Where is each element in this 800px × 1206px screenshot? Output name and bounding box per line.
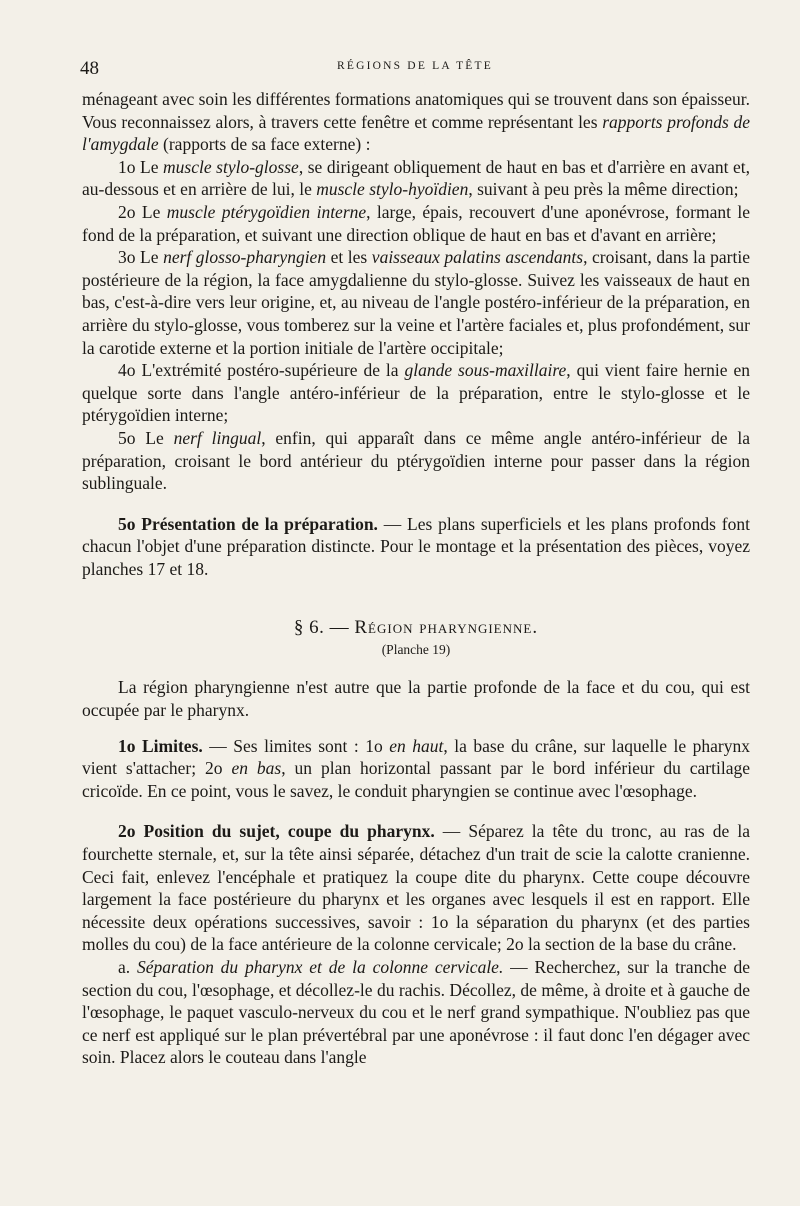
italic-heading: Séparation du pharynx et de la colonne cervicale. [137,957,504,977]
italic-term: nerf glosso-pharyngien [163,247,327,268]
text-run: (rapports de sa face externe) : [158,134,371,155]
text-run: — Les plans superficiels et les plans profonds font chacun l'objet d'une préparation distincte. Pour le montage et la présentation des pièces, voyez planches 17 et 18. [82,513,750,579]
section-number: § 6. — [293,617,355,639]
list-item-2 [82,201,750,246]
bold-heading: 1o Limites. [118,735,203,756]
section-title [82,617,750,639]
text-run: , se dirigeant obliquement de haut en bas et d'arrière en avant et, au-dessous et en arrière de lui, le [82,156,750,200]
list-item-3 [82,246,750,359]
italic-term: en bas [231,758,282,779]
paragraph-position [82,820,750,956]
text-run: 2o Le [118,201,167,222]
text-run: 5o Le [118,427,174,448]
text-run: — Séparez la tête du tronc, au ras de la fourchette sternale, et, sur la tête ainsi séparée, détachez d'un trait de scie la calotte cranienne. Ceci fait, enlevez l'encéphale et pratiquez la coupe dite du pharynx. Cette coupe découvre largement la face postérieure du pharynx et les organes avec lesquels il est en rapport. Elle nécessite deux opérations successives, savoir : 1o la séparation du pharynx (et des parties molles du cou) de la face antérieure de la colonne cervicale; 2o la section de la base du crâne. [82,821,750,955]
italic-term: nerf lingual [173,427,262,448]
list-item-4 [82,359,750,427]
list-item-1 [82,156,750,201]
italic-term: muscle ptérygoïdien interne [166,201,367,222]
text-run: , croisant, dans la partie postérieure de la région, la face amygdalienne du stylo-glosse. Suivez les vaisseaux de haut en bas, c'est-à-dire vers leur origine, et, au niveau de l'angle postéro-inférieur de la préparation, en arrière du stylo-glosse, vous tomberez sur la veine et l'artère faciales et, plus profondément, sur la carotide externe et la portion initiale de l'artère occipitale; [82,247,750,358]
bold-heading: 5o Présentation de la préparation. [118,513,378,534]
paragraph-continuation [82,88,750,156]
italic-term: en haut [389,735,444,756]
paragraph-presentation [82,513,750,581]
text-run: , suivant à peu près la même direction; [468,179,739,200]
page-body [82,88,750,1069]
italic-term: rapports profonds de l'amygdale [82,111,750,155]
paragraph-intro: La région pharyngienne n'est autre que la partie profonde de la face et du cou, qui est occupée par le pharynx. [82,677,750,721]
page-header [80,56,750,80]
italic-term: vaisseaux palatins ascendants [371,247,584,268]
text-run: , qui vient faire hernie en quelque sorte dans l'angle antéro-inférieur de la préparation, entre le stylo-glosse et le ptérygoïdien interne; [82,360,750,426]
bold-heading: 2o Position du sujet, coupe du pharynx. [118,821,435,842]
text-run: , large, épais, recouvert d'une aponévrose, formant le fond de la préparation, et suivant une direction oblique de haut en bas et d'avant en arrière; [82,201,750,245]
text-run: ménageant avec soin les différentes formations anatomiques qui se trouvent dans son épaisseur. Vous reconnaissez alors, à travers cette fenêtre et comme représentant les [82,89,750,132]
text-run: a. [118,957,138,977]
plate-reference: (Planche 19) [381,642,451,658]
running-head: RÉGIONS DE LA TÊTE [337,60,493,72]
section-name: Région pharyngienne. [354,617,539,639]
list-item-5 [82,427,750,495]
text-run: , enfin, qui apparaît dans ce même angle antéro-inférieur de la préparation, croisant le bord antérieur du ptérygoïdien interne pour passer dans la région sublinguale. [82,427,750,494]
italic-term: glande sous-maxillaire [404,360,567,381]
text-run: 3o Le [118,247,164,268]
text-run: 4o L'extrémité postéro-supérieure de la [118,360,405,381]
text-run: — Ses limites sont : 1o [202,735,390,756]
text-run: — Recherchez, sur la tranche de section du cou, l'œsophage, et décollez-le du rachis. Décollez, de même, à droite et à gauche de l'œsophage, le paquet vasculo-nerveux du cou et le nerf grand sympathique. N'oubliez pas que ce nerf est appliqué sur le plan prévertébral par une aponévrose : il faut donc l'en dégager avec soin. Placez alors le couteau dans l'angle [82,957,750,1068]
paragraph-separation [82,956,750,1069]
text-run: et les [326,247,372,268]
italic-term: muscle stylo-hyoïdien [316,179,469,200]
italic-term: muscle stylo-glosse [163,156,299,177]
text-run: , un plan horizontal passant par le bord inférieur du cartilage cricoïde. En ce point, vous le savez, le conduit pharyngien se continue avec l'œsophage. [82,758,750,801]
text-run: 1o Le [118,156,164,177]
page-number: 48 [80,58,99,79]
paragraph-limits [82,735,750,803]
text-run: , la base du crâne, sur laquelle le pharynx vient s'attacher; 2o [82,735,750,779]
